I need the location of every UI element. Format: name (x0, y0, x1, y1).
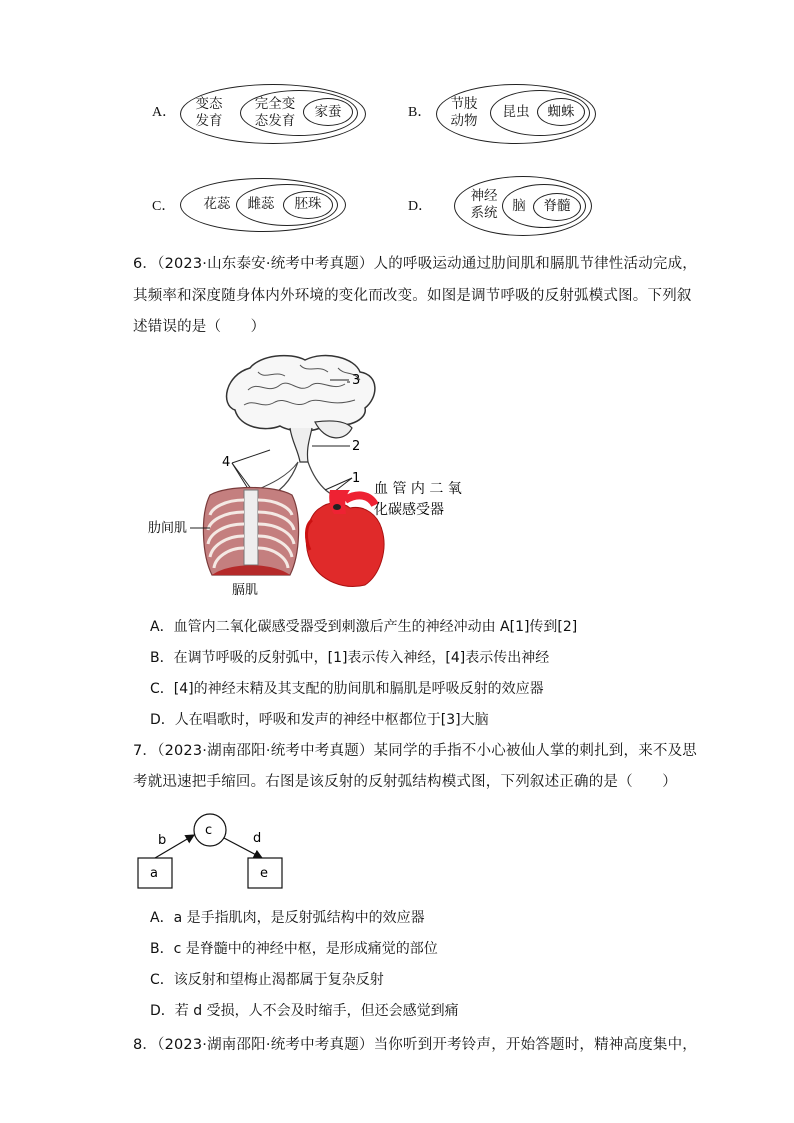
inner-label: 家蚕 (314, 104, 342, 120)
edge-b-label: b (158, 833, 167, 848)
option-letter: D． (408, 199, 433, 214)
outer-label: 神经 系统 (470, 188, 498, 221)
label-intercostal: 肋间肌 (148, 521, 188, 536)
label-2: 2 (352, 439, 361, 454)
inner-label: 胚珠 (294, 196, 322, 212)
question-8-line-1: 8．（2023·湖南邵阳·统考中考真题）当你听到开考铃声，开始答题时，精神高度集中， (133, 1037, 697, 1053)
question-6-line-3: 述错误的是（ ） (133, 319, 266, 335)
label-diaphragm: 膈肌 (232, 583, 259, 598)
inner-label: 蜘蛛 (547, 104, 575, 120)
outer-label: 变态 发育 (195, 96, 223, 129)
heart-illustration (306, 490, 384, 586)
outer-label: 花蕊 (203, 196, 231, 212)
label-1: 1 (352, 471, 361, 486)
question-6-option-c: C．[4]的神经末精及其支配的肋间肌和膈肌是呼吸反射的效应器 (150, 681, 544, 697)
label-3: 3 (352, 373, 361, 388)
question-6-line-2: 其频率和深度随身体内外环境的变化而改变。如图是调节呼吸的反射弧模式图。下列叙 (133, 288, 692, 304)
label-sensor-line-1: 血 管 内 二 氧 (374, 481, 462, 497)
rib-cage-illustration (203, 488, 298, 576)
edge-d-label: d (253, 831, 262, 846)
label-sensor-line-2: 化碳感受器 (374, 502, 444, 518)
node-e-label: e (260, 866, 268, 881)
question-7-line-2: 考就迅速把手缩回。右图是该反射的反射弧结构模式图，下列叙述正确的是（ ） (133, 774, 677, 790)
node-c-label: c (205, 823, 213, 838)
option-letter: B． (408, 105, 432, 120)
question-7-option-a: A．a 是手指肌肉，是反射弧结构中的效应器 (150, 910, 425, 926)
respiratory-reflex-figure (140, 350, 480, 605)
middle-label: 脑 (512, 198, 526, 214)
question-7-option-b: B．c 是脊髓中的神经中枢，是形成痛觉的部位 (150, 941, 438, 957)
question-6-option-d: D．人在唱歌时，呼吸和发声的神经中枢都位于[3]大脑 (150, 712, 489, 728)
middle-label: 完全变 态发育 (254, 96, 296, 129)
outer-label: 节肢 动物 (450, 96, 478, 129)
node-a-label: a (150, 866, 158, 881)
question-7-option-d: D．若 d 受损，人不会及时缩手，但还会感觉到痛 (150, 1003, 459, 1019)
option-letter: A． (152, 105, 177, 120)
question-6-line-1: 6．（2023·山东泰安·统考中考真题）人的呼吸运动通过肋间肌和膈肌节律性活动完成， (133, 256, 697, 272)
question-6-option-a: A．血管内二氧化碳感受器受到刺激后产生的神经冲动由 A[1]传到[2] (150, 619, 578, 635)
question-7-option-c: C．该反射和望梅止渴都属于复杂反射 (150, 972, 384, 988)
inner-label: 脊髓 (543, 198, 571, 214)
option-letter: C． (152, 199, 176, 214)
label-4: 4 (222, 455, 231, 470)
question-7-line-1: 7．（2023·湖南邵阳·统考中考真题）某同学的手指不小心被仙人掌的刺扎到，来不及思 (133, 743, 697, 759)
middle-label: 昆虫 (502, 104, 530, 120)
middle-label: 雌蕊 (247, 196, 275, 212)
reflex-arc-figure (130, 810, 300, 895)
question-6-option-b: B．在调节呼吸的反射弧中，[1]表示传入神经，[4]表示传出神经 (150, 650, 550, 666)
